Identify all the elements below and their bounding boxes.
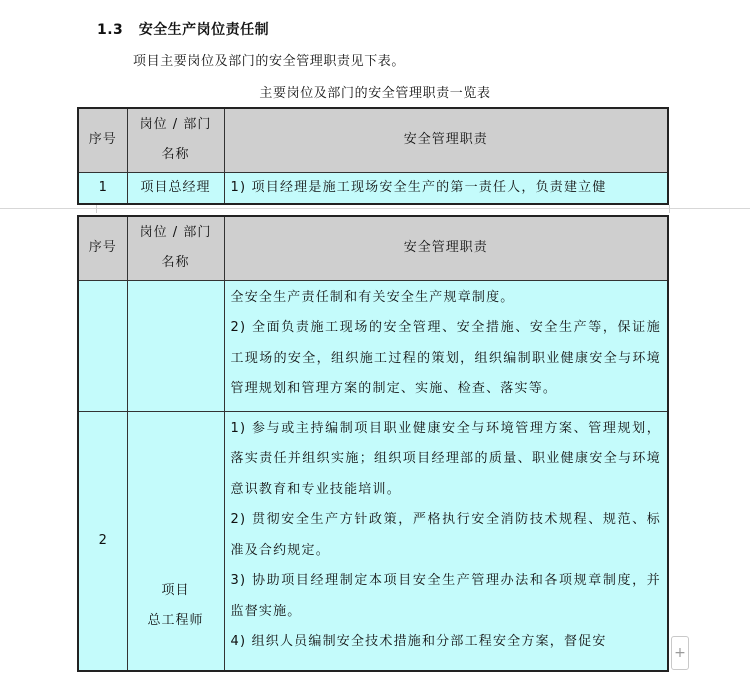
header-post-line2: 名称 bbox=[161, 255, 190, 271]
header-post-line1: 岗位 / 部门 bbox=[139, 117, 212, 133]
duty-line: 全安全生产责任制和有关安全生产规章制度。 bbox=[230, 289, 515, 305]
section-title: 安全生产岗位责任制 bbox=[138, 22, 270, 38]
header-no: 序号 bbox=[78, 216, 127, 280]
row2-no: 2 bbox=[78, 411, 127, 671]
duty-table-page1 bbox=[77, 107, 669, 205]
row2-post-line2: 总工程师 bbox=[147, 612, 204, 628]
duty-table-page2 bbox=[77, 215, 669, 672]
duty-line: 2) 全面负责施工现场的安全管理、安全措施、安全生产等，保证施工现场的安全，组织施工过程的策划，组织编制职业健康安全与环境管理规划和管理方案的制定、实施、检查、落实等。 bbox=[230, 320, 661, 396]
table-row bbox=[78, 172, 668, 204]
row1-post: 项目总经理 bbox=[127, 172, 224, 204]
page-corner-mark-left bbox=[96, 205, 97, 213]
table-row bbox=[78, 411, 668, 671]
row1-cont-post bbox=[127, 280, 224, 411]
row1-duty-start: 1) 项目经理是施工现场安全生产的第一责任人，负责建立健 bbox=[224, 172, 668, 204]
duty-line: 1) 参与或主持编制项目职业健康安全与环境管理方案、管理规划，落实责任并组织实施；组织项目经理部的质量、职业健康安全与环境意识教育和专业技能培训。 bbox=[230, 420, 661, 497]
duty-line: 2) 贯彻安全生产方针政策，严格执行安全消防技术规程、规范、标准及合约规定。 bbox=[230, 512, 661, 558]
table-header-row bbox=[78, 108, 668, 172]
row2-post bbox=[127, 411, 224, 671]
page-break-line bbox=[0, 208, 750, 209]
header-post-line1: 岗位 / 部门 bbox=[139, 225, 212, 241]
row1-cont-duty bbox=[224, 280, 668, 411]
row2-duty bbox=[224, 411, 668, 671]
row1-no: 1 bbox=[78, 172, 127, 204]
header-no: 序号 bbox=[78, 108, 127, 172]
page-corner-mark-right bbox=[669, 205, 670, 213]
intro-paragraph: 项目主要岗位及部门的安全管理职责见下表。 bbox=[133, 54, 406, 69]
add-row-button[interactable]: + bbox=[671, 636, 689, 670]
duty-line: 3) 协助项目经理制定本项目安全生产管理办法和各项规章制度，并监督实施。 bbox=[230, 573, 661, 619]
table-row bbox=[78, 280, 668, 411]
section-number: 1.3 bbox=[97, 22, 124, 38]
table-caption: 主要岗位及部门的安全管理职责一览表 bbox=[259, 86, 491, 101]
table-header-row-repeat bbox=[78, 216, 668, 280]
header-duty: 安全管理职责 bbox=[224, 108, 668, 172]
row2-post-line1: 项目 bbox=[161, 582, 190, 598]
header-post bbox=[127, 216, 224, 280]
header-duty: 安全管理职责 bbox=[224, 216, 668, 280]
duty-line: 4) 组织人员编制安全技术措施和分部工程安全方案，督促安 bbox=[230, 634, 607, 649]
header-post-line2: 名称 bbox=[161, 147, 190, 163]
section-heading bbox=[97, 19, 269, 39]
header-post bbox=[127, 108, 224, 172]
row1-cont-no bbox=[78, 280, 127, 411]
